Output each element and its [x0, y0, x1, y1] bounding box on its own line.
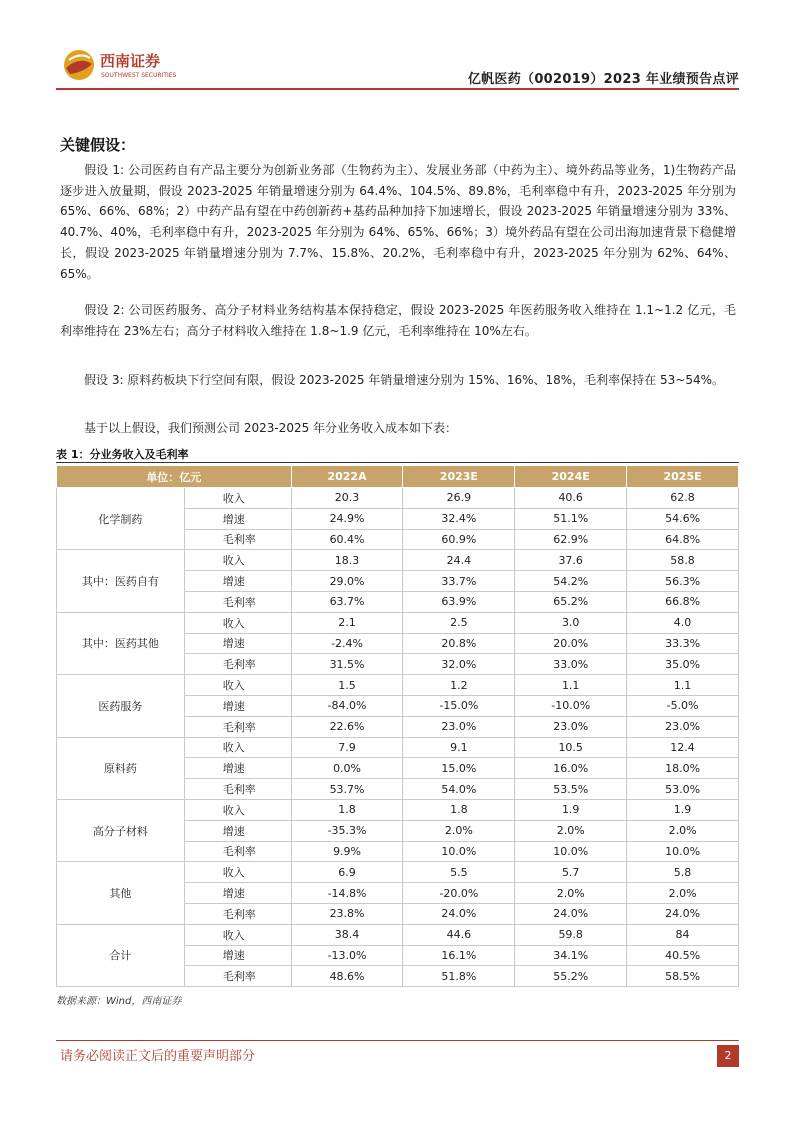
value-cell: -35.3% [291, 820, 403, 841]
metric-cell: 毛利率 [184, 966, 291, 987]
value-cell: 1.2 [403, 675, 515, 696]
value-cell: 18.0% [627, 758, 739, 779]
value-cell: 40.5% [627, 945, 739, 966]
value-cell: 44.6 [403, 924, 515, 945]
table-row [57, 924, 739, 945]
logo-name: 西南证券 [100, 52, 161, 70]
value-cell: 7.9 [291, 737, 403, 758]
value-cell: 1.5 [291, 675, 403, 696]
value-cell: 53.7% [291, 779, 403, 800]
value-cell: 62.9% [515, 529, 627, 550]
value-cell: 34.1% [515, 945, 627, 966]
metric-cell: 毛利率 [184, 654, 291, 675]
value-cell: 6.9 [291, 862, 403, 883]
value-cell: 58.8 [627, 550, 739, 571]
value-cell: 26.9 [403, 488, 515, 509]
metric-cell: 增速 [184, 695, 291, 716]
value-cell: 1.1 [515, 675, 627, 696]
value-cell: 2.0% [515, 820, 627, 841]
southwest-securities-logo [60, 46, 200, 84]
table-row [57, 675, 739, 696]
table-row [57, 612, 739, 633]
value-cell: 63.9% [403, 591, 515, 612]
value-cell: 24.0% [515, 903, 627, 924]
value-cell: 9.9% [291, 841, 403, 862]
value-cell: 1.1 [627, 675, 739, 696]
value-cell: 1.8 [403, 799, 515, 820]
value-cell: 66.8% [627, 591, 739, 612]
metric-cell: 收入 [184, 924, 291, 945]
value-cell: 58.5% [627, 966, 739, 987]
paragraph-text: 假设 3: 原料药板块下行空间有限，假设 2023-2025 年销量增速分别为 15%、16%、18%，毛利率保持在 53~54%。 [84, 373, 724, 387]
metric-cell: 增速 [184, 820, 291, 841]
metric-cell: 增速 [184, 883, 291, 904]
metric-cell: 毛利率 [184, 841, 291, 862]
metric-cell: 增速 [184, 758, 291, 779]
value-cell: 5.5 [403, 862, 515, 883]
value-cell: 84 [627, 924, 739, 945]
value-cell: 24.0% [403, 903, 515, 924]
value-cell: 15.0% [403, 758, 515, 779]
header-divider [56, 88, 739, 90]
value-cell: 24.4 [403, 550, 515, 571]
value-cell: 65.2% [515, 591, 627, 612]
page-number: 2 [717, 1045, 739, 1067]
value-cell: 23.8% [291, 903, 403, 924]
value-cell: 62.8 [627, 488, 739, 509]
paragraph-assumption-1 [60, 160, 736, 284]
value-cell: 1.9 [515, 799, 627, 820]
value-cell: 1.9 [627, 799, 739, 820]
value-cell: 31.5% [291, 654, 403, 675]
value-cell: 12.4 [627, 737, 739, 758]
value-cell: 32.0% [403, 654, 515, 675]
value-cell: 60.9% [403, 529, 515, 550]
metric-cell: 毛利率 [184, 903, 291, 924]
value-cell: 18.3 [291, 550, 403, 571]
segment-name-cell: 化学制药 [57, 488, 185, 550]
value-cell: 40.6 [515, 488, 627, 509]
segment-name-cell: 合计 [57, 924, 185, 986]
metric-cell: 毛利率 [184, 529, 291, 550]
value-cell: 22.6% [291, 716, 403, 737]
table-caption: 表 1：分业务收入及毛利率 [56, 448, 189, 461]
value-cell: 54.2% [515, 571, 627, 592]
metric-cell: 收入 [184, 488, 291, 509]
value-cell: 16.1% [403, 945, 515, 966]
segment-name-cell: 其中：医药其他 [57, 612, 185, 674]
value-cell: -14.8% [291, 883, 403, 904]
value-cell: 51.8% [403, 966, 515, 987]
value-cell: 23.0% [515, 716, 627, 737]
metric-cell: 收入 [184, 612, 291, 633]
value-cell: 33.0% [515, 654, 627, 675]
disclaimer-text: 请务必阅读正文后的重要声明部分 [60, 1049, 256, 1064]
value-cell: -5.0% [627, 695, 739, 716]
paragraph-table-intro [60, 418, 736, 439]
value-cell: 37.6 [515, 550, 627, 571]
metric-cell: 增速 [184, 633, 291, 654]
value-cell: 10.5 [515, 737, 627, 758]
paragraph-assumption-2 [60, 300, 736, 341]
value-cell: 2.0% [403, 820, 515, 841]
segment-name-cell: 医药服务 [57, 675, 185, 737]
paragraph-text: 假设 2: 公司医药服务、高分子材料业务结构基本保持稳定，假设 2023-2025 年医药服务收入维持在 1.1~1.2 亿元，毛利率维持在 23%左右；高分子材料收入维持在 1.8~1.9 亿元，毛利率维持在 10%左右。 [60, 303, 736, 338]
value-cell: 38.4 [291, 924, 403, 945]
metric-cell: 增速 [184, 508, 291, 529]
value-cell: 51.1% [515, 508, 627, 529]
value-cell: -2.4% [291, 633, 403, 654]
value-cell: 59.8 [515, 924, 627, 945]
table-row [57, 737, 739, 758]
table-row [57, 550, 739, 571]
value-cell: 60.4% [291, 529, 403, 550]
value-cell: -84.0% [291, 695, 403, 716]
value-cell: 2.0% [627, 820, 739, 841]
value-cell: 35.0% [627, 654, 739, 675]
table-header-row [57, 466, 739, 488]
value-cell: 20.0% [515, 633, 627, 654]
value-cell: 20.8% [403, 633, 515, 654]
metric-cell: 收入 [184, 799, 291, 820]
value-cell: -10.0% [515, 695, 627, 716]
logo-subtitle: SOUTHWEST SECURITIES [101, 72, 177, 79]
value-cell: 4.0 [627, 612, 739, 633]
value-cell: 32.4% [403, 508, 515, 529]
value-cell: 10.0% [627, 841, 739, 862]
value-cell: 20.3 [291, 488, 403, 509]
value-cell: 23.0% [403, 716, 515, 737]
report-title: 亿帆医药（002019）2023 年业绩预告点评 [467, 72, 739, 87]
section-title: 关键假设： [60, 136, 136, 154]
metric-cell: 毛利率 [184, 779, 291, 800]
value-cell: 3.0 [515, 612, 627, 633]
table-row [57, 799, 739, 820]
value-cell: 54.0% [403, 779, 515, 800]
value-cell: -15.0% [403, 695, 515, 716]
metric-cell: 收入 [184, 550, 291, 571]
segment-name-cell: 高分子材料 [57, 799, 185, 861]
paragraph-assumption-3 [60, 370, 736, 391]
value-cell: 33.3% [627, 633, 739, 654]
caption-divider [56, 462, 739, 463]
value-cell: 55.2% [515, 966, 627, 987]
year-header: 2023E [403, 466, 515, 488]
table-row [57, 862, 739, 883]
metric-cell: 毛利率 [184, 716, 291, 737]
table-row [57, 488, 739, 509]
metric-cell: 收入 [184, 862, 291, 883]
value-cell: 10.0% [403, 841, 515, 862]
value-cell: 24.0% [627, 903, 739, 924]
value-cell: 1.8 [291, 799, 403, 820]
value-cell: 29.0% [291, 571, 403, 592]
metric-cell: 增速 [184, 571, 291, 592]
segment-name-cell: 其他 [57, 862, 185, 924]
value-cell: 5.7 [515, 862, 627, 883]
data-source: 数据来源：Wind，西南证券 [56, 996, 182, 1007]
segment-name-cell: 其中：医药自有 [57, 550, 185, 612]
value-cell: 2.1 [291, 612, 403, 633]
unit-header: 单位：亿元 [57, 466, 292, 488]
value-cell: 56.3% [627, 571, 739, 592]
value-cell: 10.0% [515, 841, 627, 862]
value-cell: 2.0% [627, 883, 739, 904]
value-cell: 53.0% [627, 779, 739, 800]
segment-revenue-table [56, 465, 739, 987]
table-body [57, 488, 739, 987]
value-cell: 16.0% [515, 758, 627, 779]
value-cell: 5.8 [627, 862, 739, 883]
metric-cell: 收入 [184, 675, 291, 696]
value-cell: 64.8% [627, 529, 739, 550]
value-cell: -13.0% [291, 945, 403, 966]
page-header [56, 44, 739, 90]
value-cell: 2.5 [403, 612, 515, 633]
footer-divider [56, 1040, 739, 1041]
value-cell: 0.0% [291, 758, 403, 779]
metric-cell: 收入 [184, 737, 291, 758]
value-cell: 23.0% [627, 716, 739, 737]
value-cell: 54.6% [627, 508, 739, 529]
metric-cell: 毛利率 [184, 591, 291, 612]
year-header: 2025E [627, 466, 739, 488]
value-cell: 2.0% [515, 883, 627, 904]
value-cell: 24.9% [291, 508, 403, 529]
paragraph-text: 基于以上假设，我们预测公司 2023-2025 年分业务收入成本如下表： [84, 421, 458, 435]
value-cell: 33.7% [403, 571, 515, 592]
value-cell: -20.0% [403, 883, 515, 904]
metric-cell: 增速 [184, 945, 291, 966]
value-cell: 63.7% [291, 591, 403, 612]
segment-name-cell: 原料药 [57, 737, 185, 799]
value-cell: 53.5% [515, 779, 627, 800]
value-cell: 9.1 [403, 737, 515, 758]
year-header: 2024E [515, 466, 627, 488]
year-header: 2022A [291, 466, 403, 488]
value-cell: 48.6% [291, 966, 403, 987]
paragraph-text: 假设 1: 公司医药自有产品主要分为创新业务部（生物药为主）、发展业务部（中药为主）、境外药品等业务，1)生物药产品逐步进入放量期，假设 2023-2025 年销量增速分别为 64.4%、104.5%、89.8%，毛利率稳中有升，2023-2025 年分别为 65%、66%、68%；2）中药产品有望在中药创新药+基药品种加持下加速增长，假设 2023-2025 年销量增速分别为 33%、40.7%、40%，毛利率稳中有升，2023-2025 年分别为 64%、65%、66%；3）境外药品有望在公司出海加速背景下稳健增长，假设 2023-2025 年销量增速分别为 7.7%、15.8%、20.2%，毛利率稳中有升，2023-2025 年分别为 62%、64%、65%。 [60, 163, 736, 281]
